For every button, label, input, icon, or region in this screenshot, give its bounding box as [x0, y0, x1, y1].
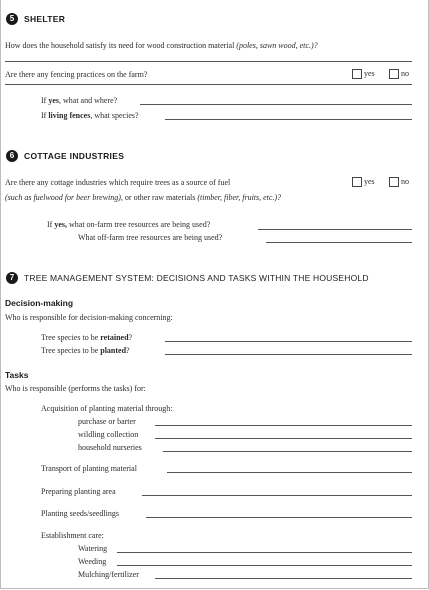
nurseries-answer-line[interactable]	[163, 451, 412, 452]
fuelwood-example: (such as fuelwood for beer brewing),	[5, 193, 123, 202]
planted-label	[41, 346, 130, 356]
acquisition-label: Acquisition of planting material through:	[41, 404, 173, 413]
yes-label: yes	[364, 69, 375, 78]
if-text: If	[47, 220, 53, 229]
fencing-yes-option[interactable]	[352, 69, 375, 79]
label-text: Tree species to be	[41, 333, 99, 342]
if-text: If	[41, 111, 47, 120]
yes-emphasis: yes	[48, 96, 59, 105]
purchase-answer-line[interactable]	[155, 425, 412, 426]
watering-label: Watering	[78, 544, 108, 553]
planted-emphasis: planted	[100, 346, 127, 355]
transport-answer-line[interactable]	[167, 472, 412, 473]
section-title: SHELTER	[24, 14, 66, 24]
living-fences-answer-line[interactable]	[165, 119, 412, 120]
if-yes-what-where-label	[41, 96, 117, 106]
question-text: How does the household satisfy its need for wood construction material	[5, 41, 235, 50]
raw-materials-example: (timber, fiber, fruits, etc.)?	[197, 193, 282, 202]
label-text: Tree species to be	[41, 346, 99, 355]
label-rest: , what and where?	[59, 96, 118, 105]
tasks-title: Tasks	[5, 370, 29, 380]
cottage-no-option[interactable]	[389, 177, 409, 187]
yes-checkbox[interactable]	[352, 177, 362, 187]
cottage-yes-option[interactable]	[352, 177, 375, 187]
no-label: no	[401, 69, 409, 78]
label-rest: what on-farm tree resources are being used?	[69, 220, 211, 229]
section-title: TREE MANAGEMENT SYSTEM: DECISIONS AND TASKS WITHIN THE HOUSEHOLD	[24, 273, 369, 283]
nurseries-label: household nurseries	[78, 443, 142, 452]
planting-answer-line[interactable]	[146, 517, 412, 518]
fencing-question: Are there any fencing practices on the farm?	[5, 70, 148, 79]
yes-checkbox[interactable]	[352, 69, 362, 79]
what-where-answer-line[interactable]	[140, 104, 412, 105]
cottage-industries-question: Are there any cottage industries which require trees as a source of fuel	[5, 178, 231, 187]
no-label: no	[401, 177, 409, 186]
tasks-question: Who is responsible (performs the tasks) for:	[5, 384, 146, 393]
wood-material-answer-line[interactable]	[5, 61, 412, 62]
mulching-answer-line[interactable]	[155, 578, 412, 579]
question-mark: ?	[126, 346, 130, 355]
weeding-answer-line[interactable]	[117, 565, 412, 566]
transport-label: Transport of planting material	[41, 464, 137, 473]
question-text: or other raw materials	[124, 193, 196, 202]
weeding-label: Weeding	[78, 557, 107, 566]
watering-answer-line[interactable]	[117, 552, 412, 553]
if-text: If	[41, 96, 47, 105]
section-number-badge: 6	[6, 150, 18, 162]
planting-label: Planting seeds/seedlings	[41, 509, 119, 518]
label-rest: , what species?	[90, 111, 139, 120]
retained-answer-line[interactable]	[165, 341, 412, 342]
wildling-label: wildling collection	[78, 430, 139, 439]
preparing-label: Preparing planting area	[41, 487, 116, 496]
section-number-badge: 5	[6, 13, 18, 25]
section-6-header	[6, 150, 124, 162]
yes-emphasis: yes,	[54, 220, 67, 229]
section-title: COTTAGE INDUSTRIES	[24, 151, 125, 161]
on-farm-answer-line[interactable]	[258, 229, 412, 230]
fencing-no-option[interactable]	[389, 69, 409, 79]
decision-making-question: Who is responsible for decision-making concerning:	[5, 313, 173, 322]
living-fences-label	[41, 111, 139, 121]
retained-label	[41, 333, 132, 343]
yes-label: yes	[364, 177, 375, 186]
mulching-label: Mulching/fertilizer	[78, 570, 139, 579]
preparing-answer-line[interactable]	[142, 495, 412, 496]
on-farm-label	[47, 220, 210, 230]
off-farm-answer-line[interactable]	[266, 242, 412, 243]
wildling-answer-line[interactable]	[155, 438, 412, 439]
retained-emphasis: retained	[100, 333, 129, 342]
off-farm-label: What off-farm tree resources are being used?	[78, 233, 223, 242]
question-example: (poles, sawn wood, etc.)?	[236, 41, 318, 50]
cottage-industries-question-cont	[5, 193, 281, 203]
no-checkbox[interactable]	[389, 69, 399, 79]
divider	[5, 84, 412, 85]
section-7-header	[6, 272, 369, 284]
living-fences-emphasis: living fences	[48, 111, 91, 120]
purchase-label: purchase or barter	[78, 417, 136, 426]
section-5-header	[6, 13, 65, 25]
decision-making-title: Decision-making	[5, 298, 74, 308]
wood-material-question	[5, 41, 318, 51]
question-mark: ?	[128, 333, 133, 342]
planted-answer-line[interactable]	[165, 354, 412, 355]
establishment-label: Establishment care:	[41, 531, 104, 540]
no-checkbox[interactable]	[389, 177, 399, 187]
section-number-badge: 7	[6, 272, 18, 284]
